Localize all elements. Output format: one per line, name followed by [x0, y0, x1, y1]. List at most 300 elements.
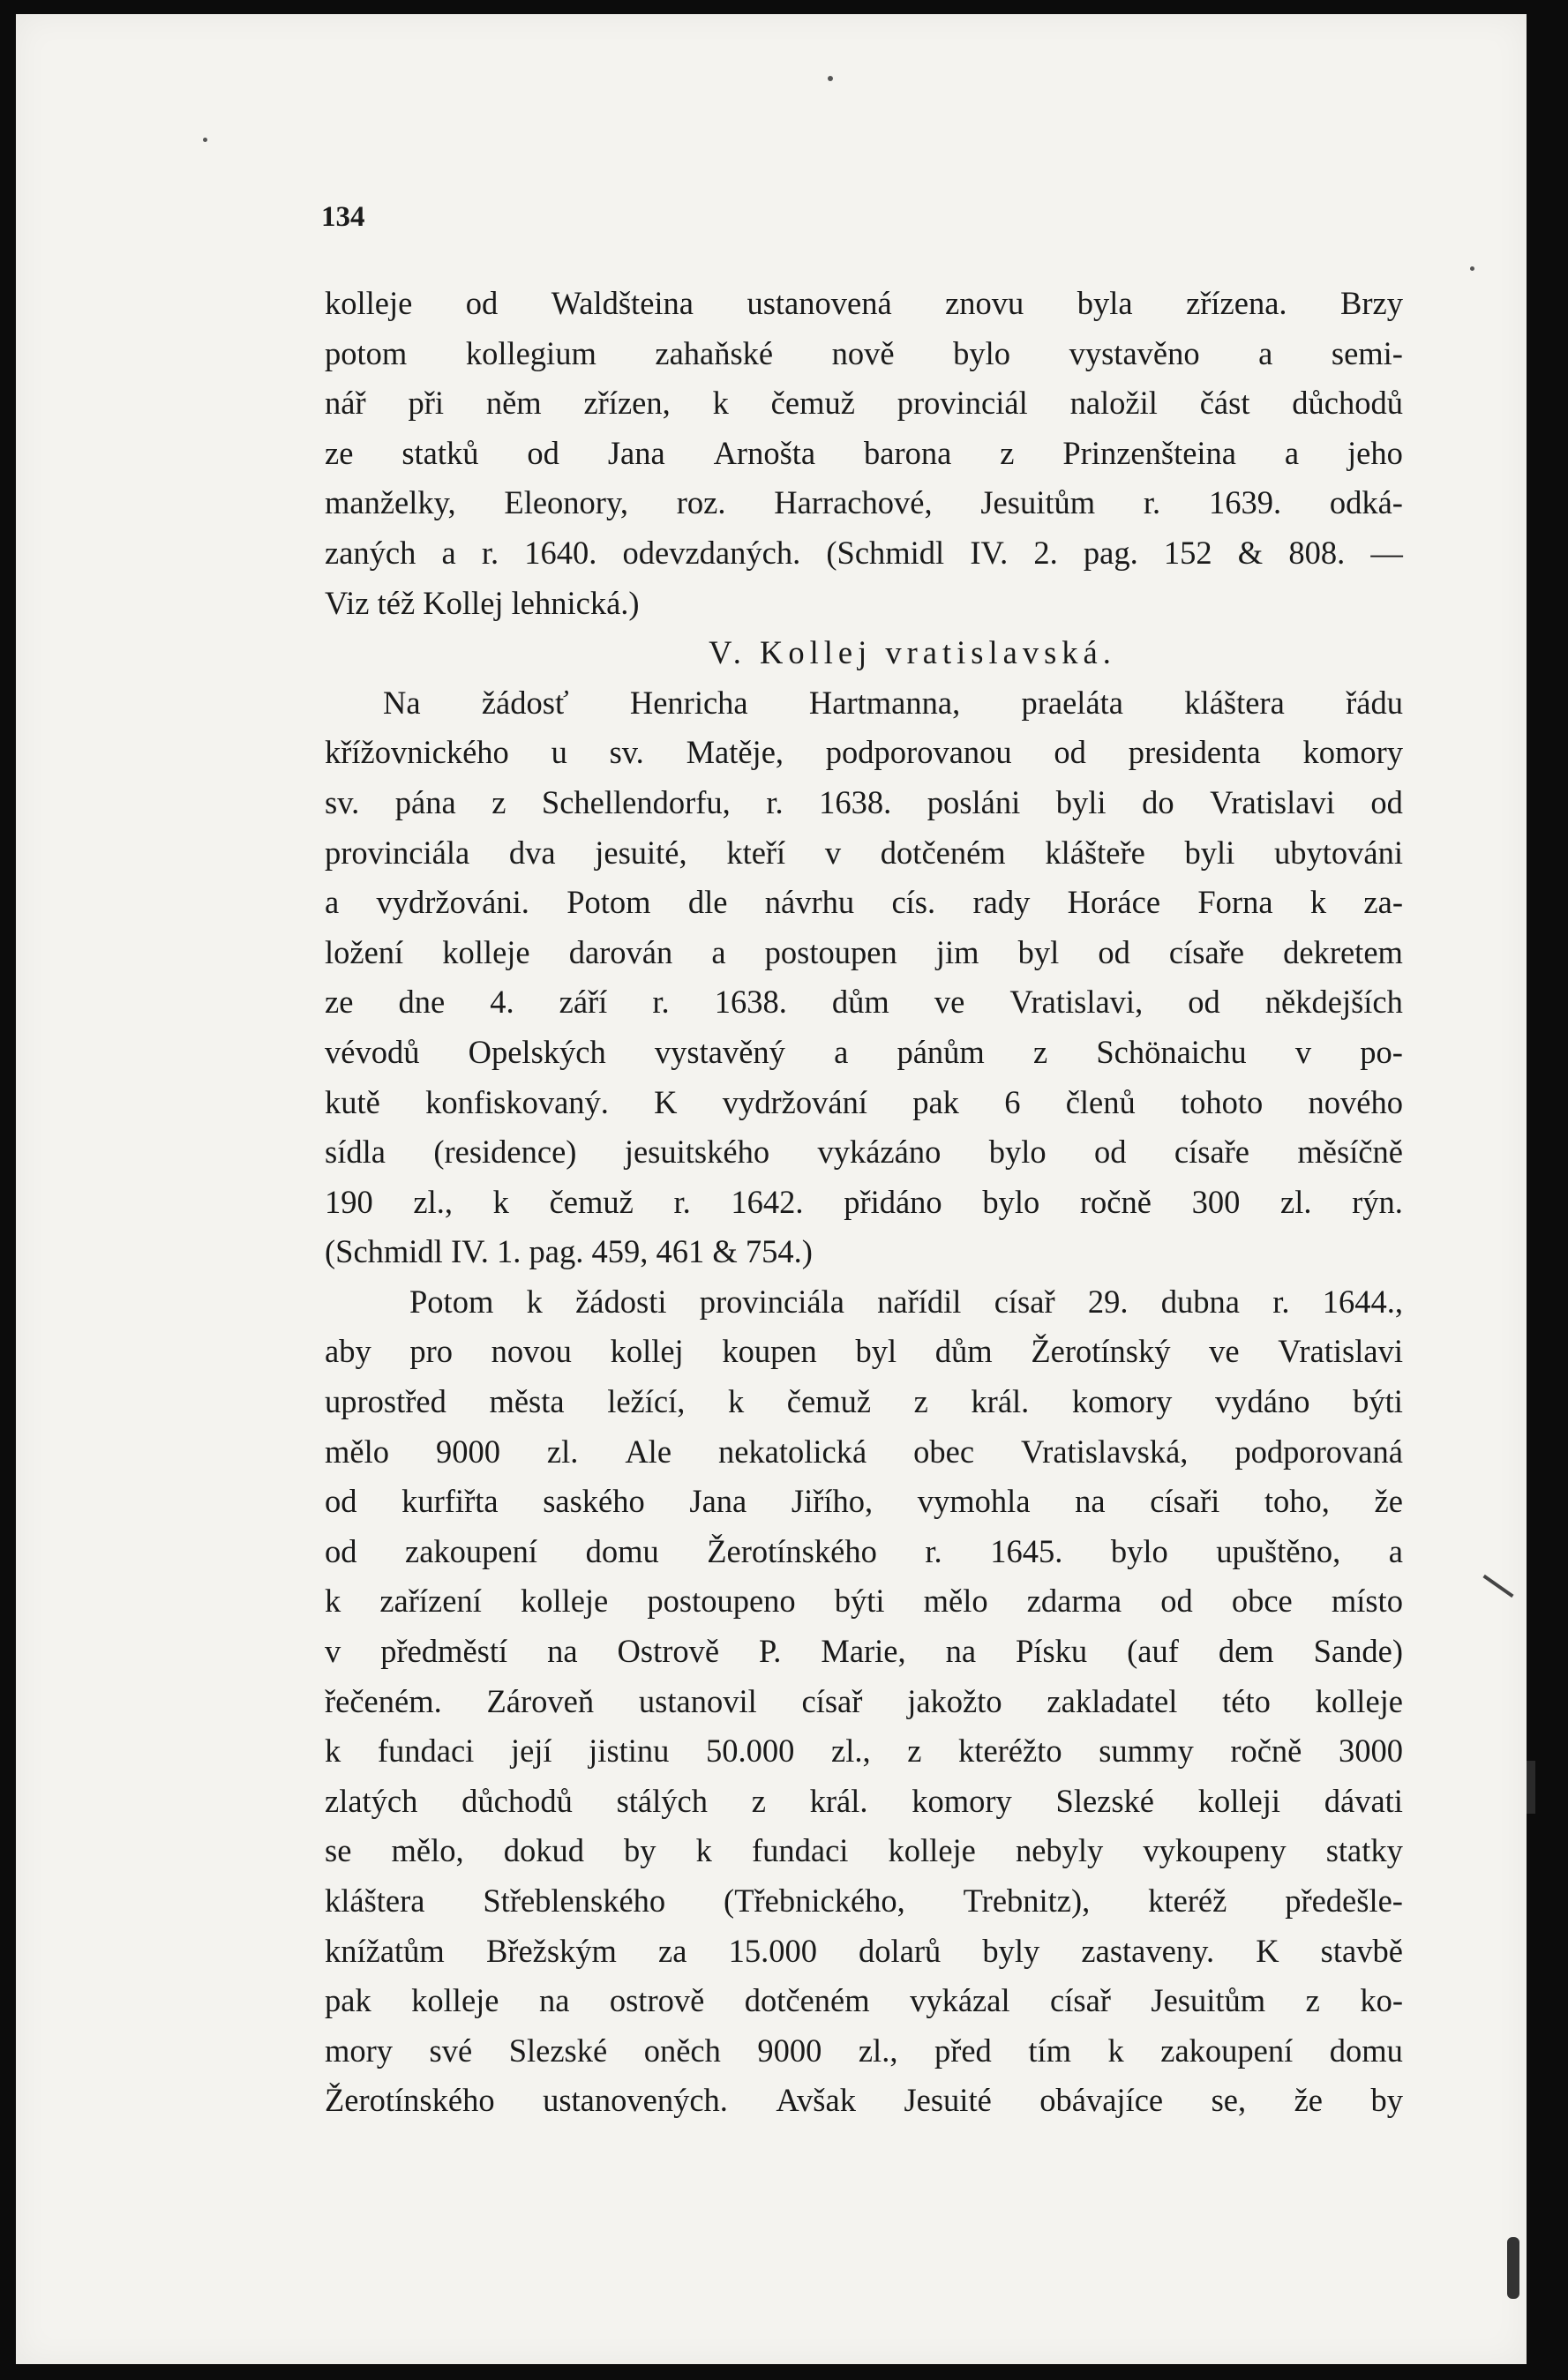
- word: znovu: [945, 285, 1024, 321]
- word: se,: [1211, 2082, 1247, 2119]
- word: kteréžto: [958, 1733, 1062, 1770]
- word: Avšak: [776, 2082, 856, 2119]
- word: 29.: [1087, 1283, 1129, 1320]
- word: v: [325, 1633, 341, 1670]
- word: nového: [1308, 1083, 1403, 1120]
- word: k: [695, 1832, 712, 1869]
- text-line: [325, 1377, 1403, 1427]
- word: podporovaná: [1234, 1433, 1403, 1470]
- text-line: [325, 478, 1403, 528]
- word: nekatolická: [717, 1433, 867, 1470]
- word: mory: [325, 2032, 394, 2069]
- word: postoupeno: [647, 1583, 796, 1620]
- paragraph-3: [325, 1277, 1403, 2126]
- word: od: [1370, 783, 1403, 820]
- word: předešle-: [1285, 1882, 1403, 1919]
- word: dle: [687, 884, 728, 921]
- text-line: [325, 1527, 1403, 1577]
- word: 9000: [757, 2032, 822, 2069]
- word: (auf: [1127, 1633, 1179, 1670]
- word: 1642.: [731, 1183, 804, 1220]
- word: Hartmanna,: [808, 684, 961, 721]
- text-line: [325, 1327, 1403, 1377]
- word: něm: [485, 385, 542, 422]
- word: IV.: [970, 534, 1009, 571]
- scan-speck: [203, 138, 207, 142]
- word: byl: [1017, 933, 1060, 970]
- word: postoupen: [764, 933, 897, 970]
- word: z: [1032, 1033, 1048, 1070]
- word: 808.: [1288, 534, 1346, 571]
- word: od: [1054, 734, 1086, 771]
- word: z: [491, 783, 506, 820]
- word: 300: [1191, 1183, 1241, 1220]
- word: od: [1098, 933, 1130, 970]
- word: bylo: [982, 1183, 1040, 1220]
- word: ve: [934, 984, 965, 1021]
- word: dva: [508, 834, 556, 871]
- word: císaři: [1150, 1483, 1220, 1520]
- word: byla: [1077, 285, 1133, 321]
- word: K: [654, 1083, 678, 1120]
- word: naložil: [1069, 385, 1158, 422]
- word: zakoupení: [1160, 2032, 1294, 2069]
- word: vymohla: [917, 1483, 1031, 1520]
- word: Na: [383, 684, 421, 721]
- text-line: [325, 1677, 1403, 1727]
- word: jesuitského: [624, 1134, 770, 1171]
- word: Žerotínského: [325, 2082, 495, 2119]
- word: kolleje: [520, 1583, 609, 1620]
- word: obávajíce: [1039, 2082, 1164, 2119]
- word: dokud: [503, 1832, 584, 1869]
- word: —: [1370, 534, 1403, 571]
- word: semi-: [1331, 334, 1403, 371]
- text-line: (Schmidl IV. 1. pag. 459, 461 & 754.): [325, 1233, 813, 1270]
- word: Vratislavi: [1278, 1333, 1403, 1370]
- word: (residence): [433, 1134, 577, 1171]
- word: nebyly: [1015, 1832, 1104, 1869]
- word: za: [658, 1932, 687, 1969]
- word: Břežským: [485, 1932, 617, 1969]
- word: od: [465, 285, 499, 321]
- word: zl.: [1280, 1183, 1312, 1220]
- word: ubytováni: [1274, 834, 1403, 871]
- word: r.: [1143, 484, 1161, 521]
- word: kurfiřta: [401, 1483, 499, 1520]
- word: ze: [325, 984, 354, 1021]
- word: r.: [652, 984, 670, 1021]
- word: sv.: [609, 734, 644, 771]
- word: k: [727, 1383, 745, 1420]
- word: klášteře: [1045, 834, 1145, 871]
- word: zl.,: [413, 1183, 453, 1220]
- word: řečeném.: [325, 1682, 442, 1719]
- word: Arnošta: [713, 434, 816, 471]
- word: Písku: [1016, 1633, 1088, 1670]
- word: Jesuitům: [980, 484, 1096, 521]
- word: Jiřího,: [791, 1483, 874, 1520]
- section-heading: V. Kollej vratislavská.: [709, 634, 1116, 671]
- word: kollej: [610, 1333, 684, 1370]
- word: zřízena.: [1186, 285, 1287, 321]
- word: Horáce: [1067, 884, 1161, 921]
- word: Schönaichu: [1096, 1033, 1247, 1070]
- word: důchodů: [1292, 385, 1403, 422]
- word: manželky,: [325, 484, 456, 521]
- word: zlatých: [325, 1782, 418, 1819]
- word: důchodů: [461, 1782, 573, 1819]
- word: dolarů: [859, 1932, 942, 1969]
- word: dekretem: [1283, 933, 1403, 970]
- word: Jana: [689, 1483, 747, 1520]
- word: vystavěný: [654, 1033, 785, 1070]
- text-line: [325, 1627, 1403, 1677]
- word: 1644.,: [1322, 1283, 1403, 1320]
- word: jakožto: [907, 1682, 1002, 1719]
- word: Potom: [566, 884, 651, 921]
- word: dotčeném: [744, 1982, 870, 2019]
- word: Vratislavi: [1210, 783, 1335, 820]
- word: v: [1294, 1033, 1312, 1070]
- word: řádu: [1346, 684, 1403, 721]
- word: zastaveny.: [1081, 1932, 1215, 1969]
- word: rýn.: [1352, 1183, 1403, 1220]
- scan-speck: [1470, 266, 1474, 271]
- word: císaře: [1174, 1134, 1250, 1171]
- word: Střeblenského: [483, 1882, 666, 1919]
- word: k: [712, 385, 729, 422]
- word: 190: [325, 1183, 373, 1220]
- word: dne: [398, 984, 446, 1021]
- word: místo: [1331, 1583, 1403, 1620]
- word: král.: [971, 1383, 1030, 1420]
- word: odevzdaných.: [622, 534, 801, 571]
- word: Zároveň: [486, 1682, 595, 1719]
- word: čemuž: [549, 1183, 634, 1220]
- word: mělo: [325, 1433, 389, 1470]
- word: z: [1305, 1982, 1320, 2019]
- word: uprostřed: [325, 1383, 446, 1420]
- word: potom: [325, 334, 408, 371]
- text-line: [325, 279, 1403, 329]
- word: k: [492, 1183, 509, 1220]
- word: 50.000: [706, 1733, 795, 1770]
- word: zaných: [325, 534, 416, 571]
- word: mělo,: [391, 1832, 464, 1869]
- word: vystavěno: [1069, 334, 1200, 371]
- word: &: [1237, 534, 1264, 571]
- word: jim: [935, 933, 979, 970]
- word: upuštěno,: [1216, 1532, 1341, 1569]
- word: pak: [912, 1083, 959, 1120]
- word: 6: [1004, 1083, 1021, 1120]
- word: k: [325, 1583, 341, 1620]
- word: ustanovil: [638, 1682, 757, 1719]
- word: se: [325, 1832, 352, 1869]
- word: na: [945, 1633, 977, 1670]
- word: Žerotínský: [1031, 1333, 1171, 1370]
- word: zahaňské: [655, 334, 774, 371]
- word: by: [1370, 2082, 1403, 2119]
- word: 2.: [1033, 534, 1058, 571]
- word: Sande): [1313, 1633, 1403, 1670]
- word: mělo: [923, 1583, 988, 1620]
- word: od: [1188, 984, 1220, 1021]
- text-line: [325, 1427, 1403, 1478]
- word: koupen: [722, 1333, 817, 1370]
- word: že: [1374, 1483, 1403, 1520]
- word: kolleje: [442, 933, 530, 970]
- word: ve: [1209, 1333, 1240, 1370]
- word: kolleji: [1197, 1782, 1281, 1819]
- word: Vratislavi,: [1009, 984, 1144, 1021]
- word: ložení: [325, 933, 404, 970]
- word: Jesuitům: [1151, 1982, 1266, 2019]
- word: pak: [325, 1982, 371, 2019]
- word: nařídil: [877, 1283, 962, 1320]
- word: 152: [1163, 534, 1212, 571]
- text-line: [325, 828, 1403, 879]
- word: jeho: [1347, 434, 1403, 471]
- word: přidáno: [844, 1183, 942, 1220]
- text-line: Viz též Kollej lehnická.): [325, 584, 640, 621]
- word: ustanovená: [746, 285, 892, 321]
- word: zařízení: [379, 1583, 482, 1620]
- text-line: [325, 2076, 1403, 2126]
- page-body: [325, 279, 1403, 2126]
- word: od: [1094, 1134, 1127, 1171]
- text-line: [325, 429, 1403, 479]
- word: vydáno: [1215, 1383, 1310, 1420]
- word: bylo: [1110, 1532, 1168, 1569]
- word: kutě: [325, 1083, 380, 1120]
- word: knížatům: [325, 1932, 445, 1969]
- word: vydržování: [722, 1083, 867, 1120]
- word: presidenta: [1128, 734, 1261, 771]
- word: dem: [1218, 1633, 1274, 1670]
- text-line: [325, 329, 1403, 379]
- word: obec: [913, 1433, 975, 1470]
- word: praeláta: [1021, 684, 1123, 721]
- word: města: [489, 1383, 565, 1420]
- word: summy: [1099, 1733, 1194, 1770]
- word: a: [1284, 434, 1300, 471]
- word: 9000: [435, 1433, 500, 1470]
- word: kolleje: [1315, 1682, 1403, 1719]
- word: 15.000: [728, 1932, 817, 1969]
- text-line: [325, 1976, 1403, 2026]
- word: konfiskovaný.: [425, 1083, 609, 1120]
- word: část: [1199, 385, 1250, 422]
- text-line: [325, 1277, 1403, 1328]
- word: tohoto: [1180, 1083, 1264, 1120]
- word: nově: [831, 334, 895, 371]
- word: komory: [1302, 734, 1403, 771]
- word: ze: [325, 434, 354, 471]
- word: na: [538, 1982, 570, 2019]
- text-line: [325, 928, 1403, 978]
- word: od: [527, 434, 559, 471]
- word: cís.: [891, 884, 936, 921]
- text-line: [325, 1726, 1403, 1777]
- word: císař: [994, 1283, 1055, 1320]
- text-line: [325, 1876, 1403, 1927]
- word: posláni: [927, 783, 1021, 820]
- word: čemuž: [770, 385, 855, 422]
- word: saského: [543, 1483, 645, 1520]
- word: kolleje: [411, 1982, 499, 2019]
- word: K: [1256, 1932, 1279, 1969]
- word: při: [408, 385, 444, 422]
- word: byl: [855, 1333, 897, 1370]
- word: do: [1142, 783, 1174, 820]
- word: sídla: [325, 1134, 386, 1171]
- word: statky: [1325, 1832, 1403, 1869]
- word: září: [559, 984, 608, 1021]
- word: podporovanou: [825, 734, 1012, 771]
- word: Trebnitz),: [963, 1882, 1091, 1919]
- scan-edge-mark: [1482, 1575, 1513, 1598]
- word: r.: [1272, 1283, 1290, 1320]
- word: jesuité,: [595, 834, 687, 871]
- word: provinciál: [897, 385, 1028, 422]
- word: Ale: [625, 1433, 672, 1470]
- word: Vratislavská,: [1021, 1433, 1189, 1470]
- word: Eleonory,: [504, 484, 628, 521]
- word: dotčeném: [880, 834, 1006, 871]
- word: Waldšteina: [551, 285, 694, 321]
- word: statků: [401, 434, 479, 471]
- word: od: [325, 1483, 357, 1520]
- word: byly: [982, 1932, 1040, 1969]
- word: kollegium: [465, 334, 596, 371]
- word: někdejších: [1264, 984, 1403, 1021]
- word: zl.: [546, 1433, 579, 1470]
- word: P.: [759, 1633, 782, 1670]
- word: ostrově: [609, 1982, 705, 2019]
- word: (Schmidl: [826, 534, 945, 571]
- word: návrhu: [764, 884, 855, 921]
- word: císař: [1050, 1982, 1111, 2019]
- word: darován: [568, 933, 673, 970]
- word: sv.: [325, 783, 360, 820]
- word: novou: [491, 1333, 572, 1370]
- text-line: [325, 528, 1403, 579]
- word: kláštera: [325, 1882, 425, 1919]
- word: pánům: [897, 1033, 985, 1070]
- word: r.: [481, 534, 499, 571]
- word: zl.,: [858, 2032, 898, 2069]
- word: její: [510, 1733, 552, 1770]
- word: provinciála: [325, 834, 470, 871]
- word: a: [1388, 1532, 1403, 1569]
- word: pag.: [1083, 534, 1138, 571]
- word: z: [913, 1383, 928, 1420]
- word: Opelských: [468, 1033, 606, 1070]
- word: rady: [972, 884, 1031, 921]
- word: Schellendorfu,: [541, 783, 731, 820]
- word: své: [429, 2032, 473, 2069]
- text-line: [325, 1777, 1403, 1827]
- scan-speck: [828, 76, 833, 81]
- text-line: [325, 1576, 1403, 1627]
- text-line: [325, 878, 1403, 928]
- text-line: [325, 1927, 1403, 1977]
- word: a: [325, 884, 340, 921]
- word: 1639.: [1208, 484, 1282, 521]
- word: ustanovených.: [543, 2082, 728, 2119]
- word: býti: [1353, 1383, 1403, 1420]
- word: aby: [325, 1333, 371, 1370]
- word: 4.: [490, 984, 514, 1021]
- word: v: [824, 834, 842, 871]
- word: komory: [1071, 1383, 1173, 1420]
- word: Slezské: [508, 2032, 608, 2069]
- word: k: [526, 1283, 543, 1320]
- word: k: [1107, 2032, 1124, 2069]
- word: dubna: [1160, 1283, 1240, 1320]
- word: Ostrově: [617, 1633, 720, 1670]
- text-line: [325, 378, 1403, 429]
- word: Marie,: [821, 1633, 906, 1670]
- word: komory: [912, 1782, 1012, 1819]
- text-line: [325, 1826, 1403, 1876]
- word: císaře: [1168, 933, 1245, 970]
- word: 3000: [1338, 1733, 1403, 1770]
- word: u: [551, 734, 567, 771]
- word: byli: [1184, 834, 1235, 871]
- word: býti: [834, 1583, 885, 1620]
- word: kolleje: [325, 285, 413, 321]
- word: po-: [1360, 1033, 1403, 1070]
- word: vykázal: [910, 1982, 1010, 2019]
- text-line: [325, 2026, 1403, 2077]
- word: zřízen,: [583, 385, 671, 422]
- paragraph-1: [325, 279, 1403, 628]
- scan-edge-mark: [1507, 2237, 1519, 2299]
- word: byli: [1055, 783, 1107, 820]
- word: této: [1222, 1682, 1271, 1719]
- word: členů: [1065, 1083, 1136, 1120]
- word: barona: [864, 434, 952, 471]
- text-line: [325, 778, 1403, 828]
- word: tím: [1028, 2032, 1071, 2069]
- word: ležící,: [607, 1383, 686, 1420]
- word: provinciála: [699, 1283, 844, 1320]
- word: Brzy: [1340, 285, 1403, 321]
- word: král.: [809, 1782, 868, 1819]
- word: a: [441, 534, 456, 571]
- word: od: [325, 1532, 357, 1569]
- word: dům: [934, 1333, 993, 1370]
- word: pro: [409, 1333, 454, 1370]
- word: fundaci: [751, 1832, 849, 1869]
- word: na: [1075, 1483, 1106, 1520]
- text-line: [325, 1127, 1403, 1178]
- word: dům: [831, 984, 889, 1021]
- word: roz.: [676, 484, 726, 521]
- book-page: [16, 14, 1527, 2364]
- page-number: 134: [321, 201, 365, 233]
- word: zl.,: [831, 1733, 871, 1770]
- word: obce: [1231, 1583, 1293, 1620]
- word: Harrachové,: [774, 484, 933, 521]
- word: vykoupeny: [1143, 1832, 1287, 1869]
- word: kláštera: [1184, 684, 1285, 721]
- word: a: [711, 933, 726, 970]
- word: vykázáno: [817, 1134, 942, 1171]
